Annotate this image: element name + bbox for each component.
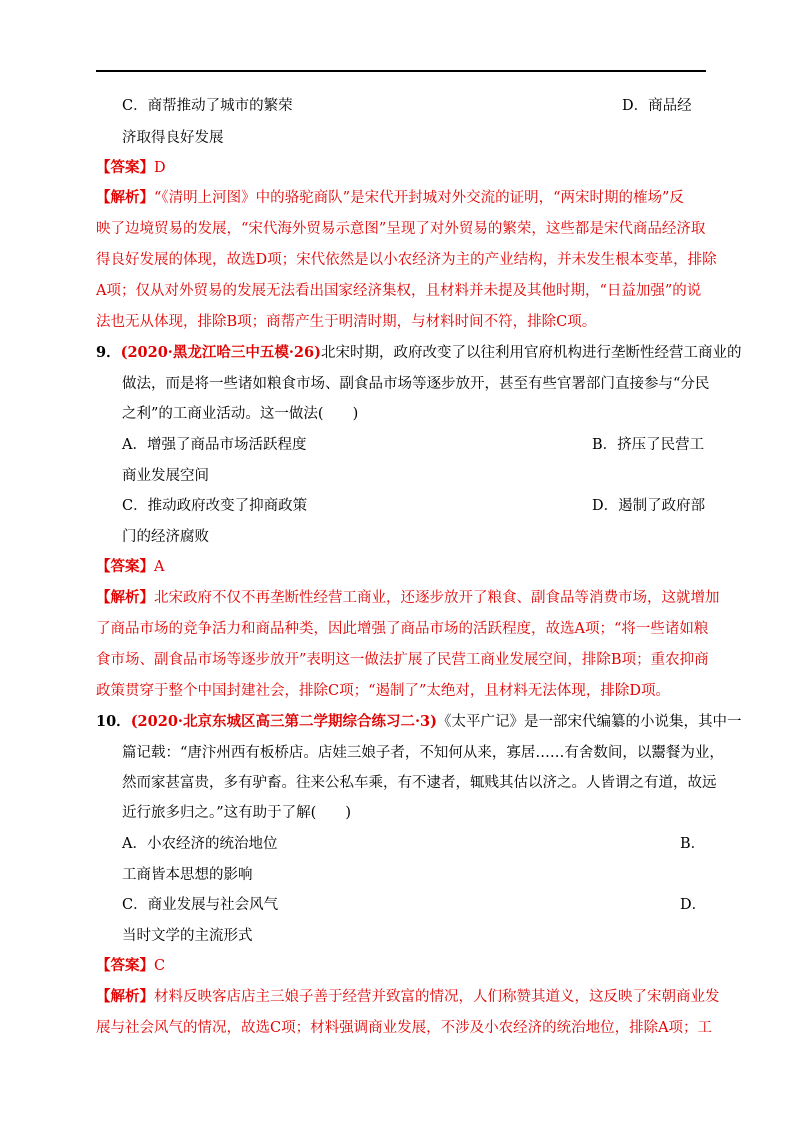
question-source: (2020·黑龙江哈三中五模·26) [120,344,321,361]
q10-stem-line-1 [96,712,741,732]
q8-analysis-line-2: 映了边境贸易的发展，“宋代海外贸易示意图”呈现了对外贸易的繁荣，这些都是宋代商品经济取 [96,221,706,237]
q8-analysis-line-5: 法也无从体现，排除B项；商帮产生于明清时期，与材料时间不符，排除C项。 [96,314,597,330]
question-number: 9． [96,344,121,361]
q8-analysis-line-1 [96,188,684,208]
answer-value: C [154,958,166,974]
question-number: 10． [96,713,131,730]
q8-analysis-line-4: A项；仅从对外贸易的发展无法看出国家经济集权，且材料并未提及其他时期，“日益加强”的说 [96,283,702,299]
q9-option-d: D．遏制了政府部 [592,498,706,514]
q9-option-d-cont: 门的经济腐败 [122,529,209,545]
q9-stem-line-2: 做法，而是将一些诸如粮食市场、副食品市场等逐步放开，甚至有些官署部门直接参与“分民 [122,376,710,392]
question-source: (2020·北京东城区高三第二学期综合练习二·3) [130,713,437,730]
q10-analysis-line-1 [96,987,720,1007]
q9-stem-line-3: 之利”的工商业活动。这一做法( ) [122,406,359,422]
analysis-tag: 【解析】 [96,189,154,206]
q8-analysis-line-3: 得良好发展的体现，故选D项；宋代依然是以小农经济为主的产业结构，并未发生根本变革，排除 [96,252,717,268]
q9-analysis-line-3: 食市场、副食品市场等逐步放开”表明这一做法扩展了民营工商业发展空间，排除B项；重农抑商 [96,652,709,668]
q10-stem-line-3: 然而家甚富贵，多有驴畜。往来公私车乘，有不逮者，辄贱其估以济之。人皆谓之有道，故远 [122,775,717,791]
answer-tag: 【答案】 [96,558,154,575]
answer-tag: 【答案】 [96,159,154,176]
question-text: 北宋时期，政府改变了以往利用官府机构进行垄断性经营工商业的 [320,345,742,361]
q10-option-c: C．商业发展与社会风气 [122,897,279,913]
answer-tag: 【答案】 [96,957,154,974]
analysis-tag: 【解析】 [96,988,154,1005]
q9-option-b: B．挤压了民营工 [592,437,705,453]
q9-option-c: C．推动政府改变了抑商政策 [122,498,308,514]
q9-stem-line-1 [96,343,741,363]
answer-value: A [154,559,165,575]
header-rule [96,70,706,72]
q9-option-b-cont: 商业发展空间 [122,468,209,484]
q10-option-b: B． [680,836,706,852]
q10-answer [96,956,165,976]
q9-answer [96,557,164,577]
analysis-text: 材料反映客店店主三娘子善于经营并致富的情况，人们称赞其道义，这反映了宋朝商业发 [154,989,720,1005]
q8-option-d-cont: 济取得良好发展 [122,130,224,146]
q9-analysis-line-4: 政策贯穿于整个中国封建社会，排除C项；“遏制了”太绝对，且材料无法体现，排除D项。 [96,683,671,699]
q9-option-a: A．增强了商品市场活跃程度 [122,437,307,453]
q9-analysis-line-2: 了商品市场的竞争活力和商品种类，因此增强了商品市场的活跃程度，故选A项；“将一些诸如粮 [96,621,709,637]
analysis-text: “《清明上河图》中的骆驼商队”是宋代开封城对外交流的证明，“两宋时期的榷场”反 [154,190,684,206]
answer-value: D [154,160,166,176]
analysis-text: 北宋政府不仅不再垄断性经营工商业，还逐步放开了粮食、副食品等消费市场，这就增加 [154,590,720,606]
q8-option-c: C．商帮推动了城市的繁荣 [122,98,293,114]
q10-option-b-cont: 工商皆本思想的影响 [122,867,253,883]
q10-option-d: D． [680,897,707,913]
q9-analysis-line-1 [96,588,720,608]
q10-stem-line-4: 近行旅多归之。”这有助于了解( ) [122,805,351,821]
q10-stem-line-2: 篇记载：“唐汴州西有板桥店。店娃三娘子者，不知何从来，寡居……有舍数间，以鬻餐为业， [122,745,724,761]
q10-option-d-cont: 当时文学的主流形式 [122,928,253,944]
q8-option-d: D．商品经 [622,98,692,114]
q8-answer [96,158,166,178]
question-text: 《太平广记》是一部宋代编纂的小说集，其中一 [436,714,742,730]
q10-option-a: A．小农经济的统治地位 [122,836,278,852]
analysis-tag: 【解析】 [96,589,154,606]
q10-analysis-line-2: 展与社会风气的情况，故选C项；材料强调商业发展，不涉及小农经济的统治地位，排除A项；工 [96,1020,713,1036]
